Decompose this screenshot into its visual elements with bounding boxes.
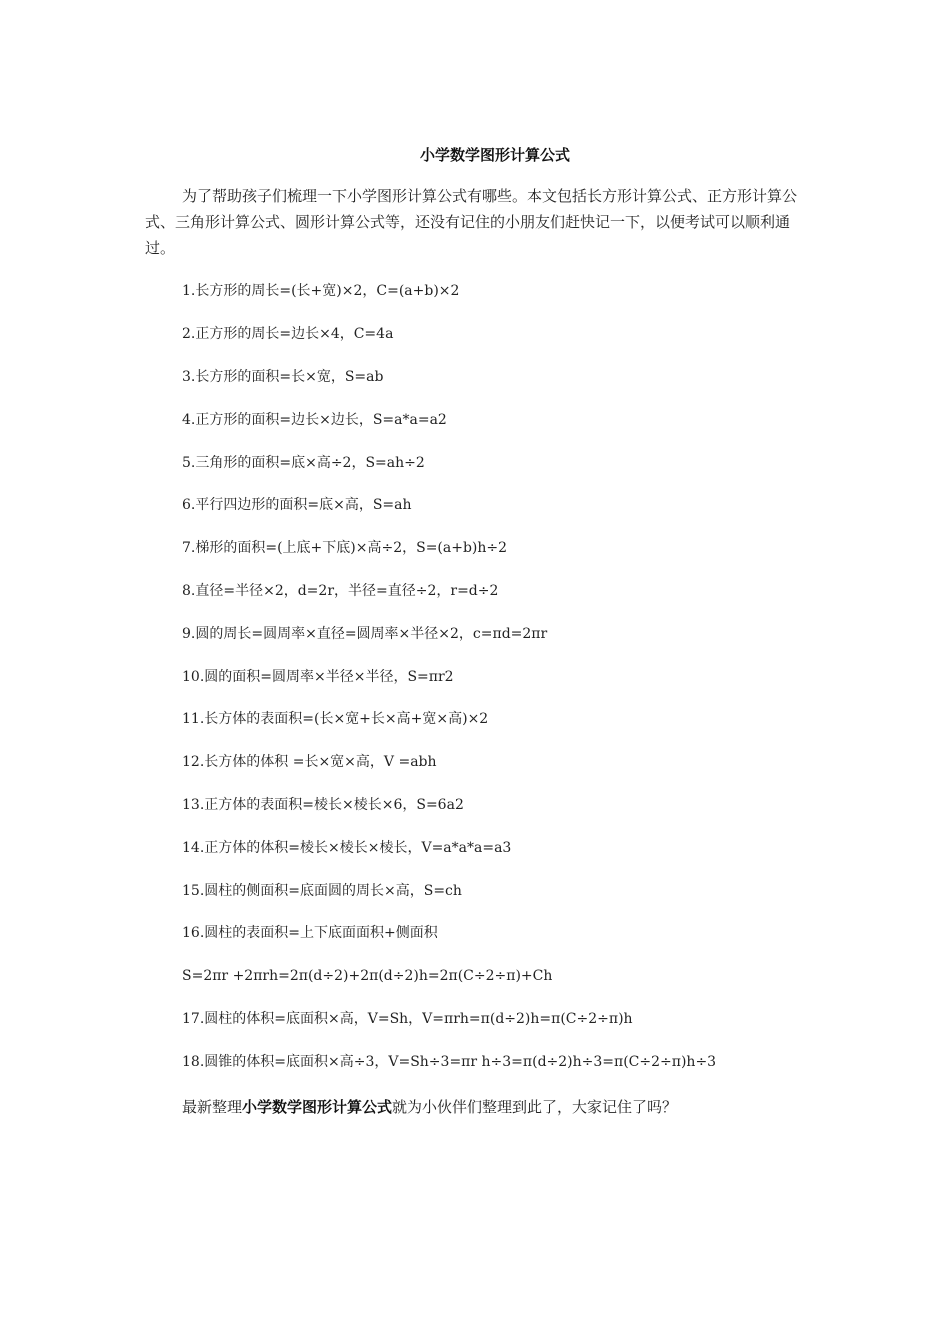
- formula-line: 5.三角形的面积=底×高÷2，S=ah÷2: [182, 455, 425, 471]
- formula-line: 9.圆的周长=圆周率×直径=圆周率×半径×2，c=πd=2πr: [182, 626, 548, 642]
- formula-line: 17.圆柱的体积=底面积×高，V=Sh，V=πrh=π(d÷2)h=π(C÷2÷π)h: [182, 1011, 633, 1027]
- document-title: 小学数学图形计算公式: [419, 146, 570, 164]
- closing-paragraph: [182, 1096, 677, 1118]
- formula-line: 7.梯形的面积=(上底+下底)×高÷2，S=(a+b)h÷2: [182, 540, 508, 556]
- formula-line: 13.正方体的表面积=棱长×棱长×6，S=6a2: [182, 797, 464, 813]
- formula-line: 1.长方形的周长=(长+宽)×2，C=(a+b)×2: [182, 283, 460, 299]
- formula-line: 4.正方形的面积=边长×边长，S=a*a=a2: [182, 412, 447, 428]
- formula-line: 16.圆柱的表面积=上下底面面积+侧面积: [182, 925, 438, 941]
- formula-line: 2.正方形的周长=边长×4，C=4a: [182, 326, 394, 342]
- closing-suffix: 就为小伙伴们整理到此了，大家记住了吗？: [392, 1098, 678, 1116]
- formula-line: 12.长方体的体积 =长×宽×高，V =abh: [182, 754, 437, 770]
- formula-line: S=2πr +2πrh=2π(d÷2)+2π(d÷2)h=2π(C÷2÷π)+Ch: [182, 968, 553, 984]
- formula-line: 6.平行四边形的面积=底×高，S=ah: [182, 497, 412, 513]
- formula-line: 18.圆锥的体积=底面积×高÷3，V=Sh÷3=πr h÷3=π(d÷2)h÷3=π(C÷2÷π)h÷3: [182, 1054, 717, 1070]
- formula-line: 14.正方体的体积=棱长×棱长×棱长，V=a*a*a=a3: [182, 840, 512, 856]
- formula-line: 11.长方体的表面积=(长×宽+长×高+宽×高)×2: [182, 711, 489, 727]
- closing-prefix: 最新整理: [182, 1098, 243, 1116]
- closing-bold-link-text: 小学数学图形计算公式: [242, 1098, 393, 1116]
- intro-paragraph: 为了帮助孩子们梳理一下小学图形计算公式有哪些。本文包括长方形计算公式、正方形计算公式、三角形计算公式、圆形计算公式等，还没有记住的小朋友们赶快记一下，以便考试可以顺利通过。: [145, 187, 798, 257]
- formula-line: 3.长方形的面积=长×宽，S=ab: [182, 369, 384, 385]
- formula-line: 8.直径=半径×2，d=2r，半径=直径÷2，r=d÷2: [182, 583, 499, 599]
- formula-line: 15.圆柱的侧面积=底面圆的周长×高，S=ch: [182, 883, 462, 899]
- formula-line: 10.圆的面积=圆周率×半径×半径，S=πr2: [182, 669, 454, 685]
